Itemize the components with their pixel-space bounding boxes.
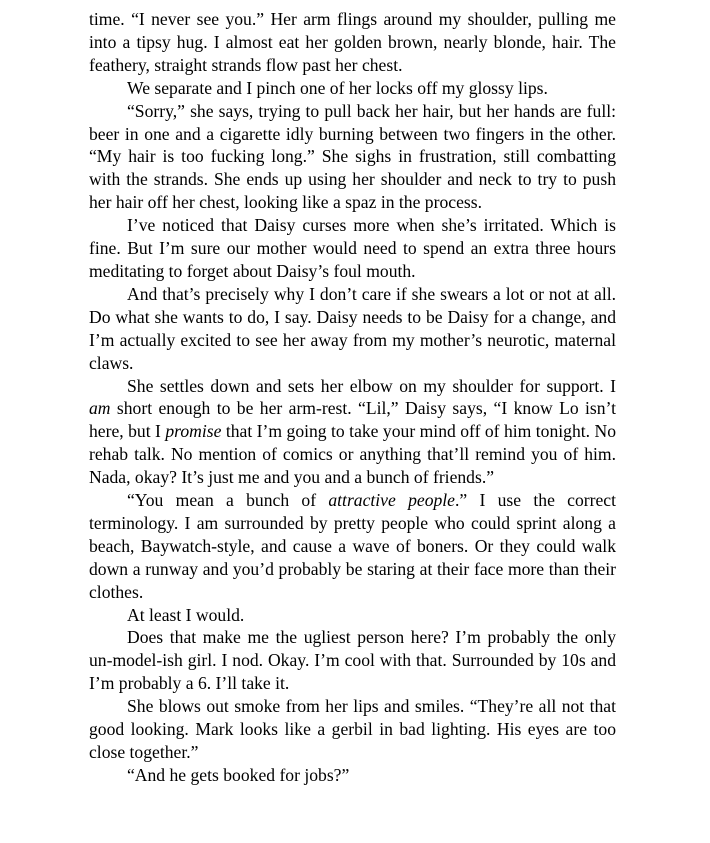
emphasis-text: promise <box>165 421 222 442</box>
paragraph <box>89 8 616 77</box>
paragraph <box>89 375 616 490</box>
paragraph <box>89 764 616 787</box>
paragraph-text: We separate and I pinch one of her locks off my glossy lips. <box>127 77 548 98</box>
paragraph-text: .” I use the correct terminology. I am surrounded by pretty people who could sprint along a beach, Baywatch-style, and cause a wave of boners. Or they could walk down a runway and you’d probably be staring at their face more than their clothes. <box>89 490 616 602</box>
paragraph-text: short enough to be her arm-rest. “Lil,” Daisy says, “I know Lo isn’t here, but I <box>89 398 616 442</box>
paragraph-text: “Sorry,” she says, trying to pull back her hair, but her hands are full: beer in one and a cigarette idly burning between two fingers in the other. “My hair is too fucking long.” She sighs in frustration, still combatting with the strands. She ends up using her shoulder and neck to try to push her hair off her chest, looking like a spaz in the process. <box>89 100 616 213</box>
paragraph-text: At least I would. <box>127 604 245 625</box>
book-page <box>89 8 616 787</box>
paragraph <box>89 283 616 375</box>
paragraph-text: I’ve noticed that Daisy curses more when she’s irritated. Which is fine. But I’m sure our mother would need to spend an extra three hours meditating to forget about Daisy’s foul mouth. <box>89 215 616 281</box>
paragraph <box>89 214 616 283</box>
emphasis-text: attractive people <box>328 490 455 511</box>
paragraph-text: She blows out smoke from her lips and smiles. “They’re all not that good looking. Mark looks like a gerbil in bad lighting. His eyes are too close together.” <box>89 696 616 762</box>
paragraph-text: “And he gets booked for jobs?” <box>127 764 350 785</box>
paragraph <box>89 604 616 627</box>
paragraph-text: “You mean a bunch of <box>127 490 329 511</box>
paragraph-text: that I’m going to take your mind off of him tonight. No rehab talk. No mention of comics or anything that’ll remind you of him. Nada, okay? It’s just me and you and a bunch of friends.” <box>89 421 616 488</box>
paragraph-text: Does that make me the ugliest person here? I’m probably the only un-model-ish girl. I nod. Okay. I’m cool with that. Surrounded by 10s and I’m probably a 6. I’ll take it. <box>89 627 616 694</box>
paragraph <box>89 489 616 604</box>
paragraph <box>89 626 616 695</box>
paragraph <box>89 695 616 764</box>
paragraph <box>89 100 616 215</box>
paragraph-text: She settles down and sets her elbow on my shoulder for support. I <box>127 375 616 396</box>
paragraph-text: And that’s precisely why I don’t care if she swears a lot or not at all. Do what she wants to do, I say. Daisy needs to be Daisy for a change, and I’m actually excited to see her away from my mother’s neurotic, maternal claws. <box>89 283 616 373</box>
paragraph-text: time. “I never see you.” Her arm flings around my shoulder, pulling me into a tipsy hug. I almost eat her golden brown, nearly blonde, hair. The feathery, straight strands flow past her chest. <box>89 9 616 75</box>
paragraph <box>89 77 616 100</box>
emphasis-text: am <box>89 398 111 419</box>
